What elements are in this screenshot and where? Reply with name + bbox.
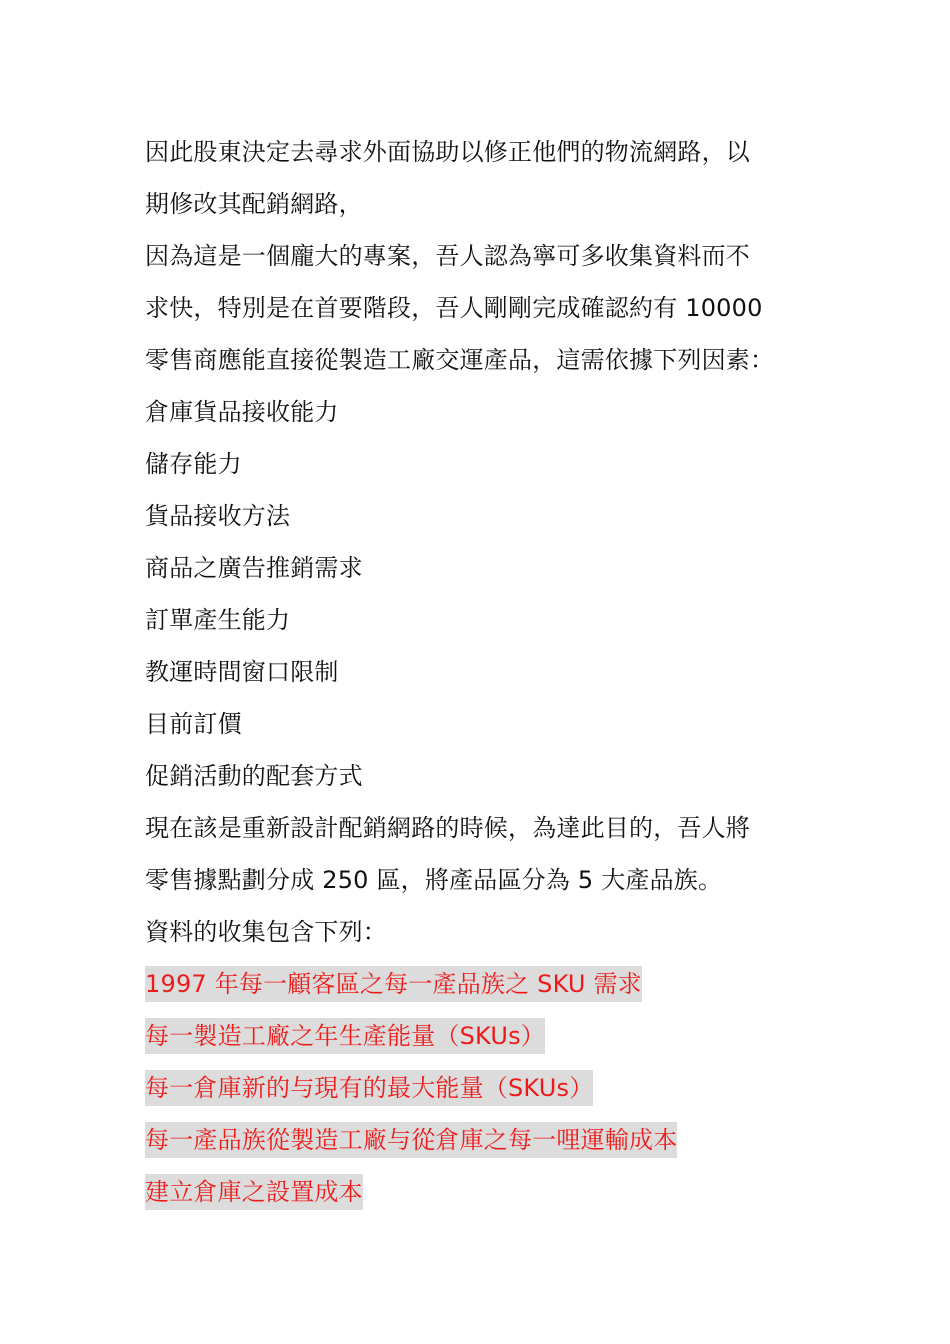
paragraph-line: 因為這是一個龐大的專案，吾人認為寧可多收集資料而不: [145, 242, 750, 270]
highlighted-list-item: [145, 1114, 825, 1166]
paragraph-line: 求快，特別是在首要階段，吾人剛剛完成確認約有 10000: [145, 294, 763, 322]
factor-list-item: 貨品接收方法: [145, 502, 291, 530]
highlighted-list-item: [145, 1010, 825, 1062]
factor-list-item: 倉庫貨品接收能力: [145, 398, 339, 426]
factor-list-item: 儲存能力: [145, 450, 242, 478]
factor-list-item: 教運時間窗口限制: [145, 658, 339, 686]
highlighted-text: 1997 年每一顧客區之每一產品族之 SKU 需求: [145, 966, 642, 1002]
factor-list-item: 商品之廣告推銷需求: [145, 554, 363, 582]
highlighted-text: 每一倉庫新的与現有的最大能量（SKUs）: [145, 1070, 593, 1106]
paragraph-line: 期修改其配銷網路，: [145, 190, 363, 218]
document-body: [145, 126, 825, 1218]
highlighted-text: 每一製造工廠之年生產能量（SKUs）: [145, 1018, 545, 1054]
highlighted-list-item: [145, 1166, 825, 1218]
highlighted-list-item: [145, 958, 825, 1010]
paragraph-line: 資料的收集包含下列：: [145, 918, 387, 946]
highlighted-text: 建立倉庫之設置成本: [145, 1174, 363, 1210]
paragraph-line: 現在該是重新設計配銷網路的時候，為達此目的，吾人將: [145, 814, 750, 842]
factor-list-item: 促銷活動的配套方式: [145, 762, 363, 790]
highlighted-text: 每一產品族從製造工廠与從倉庫之每一哩運輸成本: [145, 1122, 677, 1158]
paragraph-line: 因此股東決定去尋求外面協助以修正他們的物流網路，以: [145, 138, 750, 166]
factor-list-item: 目前訂價: [145, 710, 242, 738]
paragraph-line: 零售商應能直接從製造工廠交運產品，這需依據下列因素：: [145, 346, 775, 374]
paragraph-line: 零售據點劃分成 250 區，將產品區分為 5 大產品族。: [145, 866, 723, 894]
factor-list-item: 訂單產生能力: [145, 606, 291, 634]
highlighted-list-item: [145, 1062, 825, 1114]
